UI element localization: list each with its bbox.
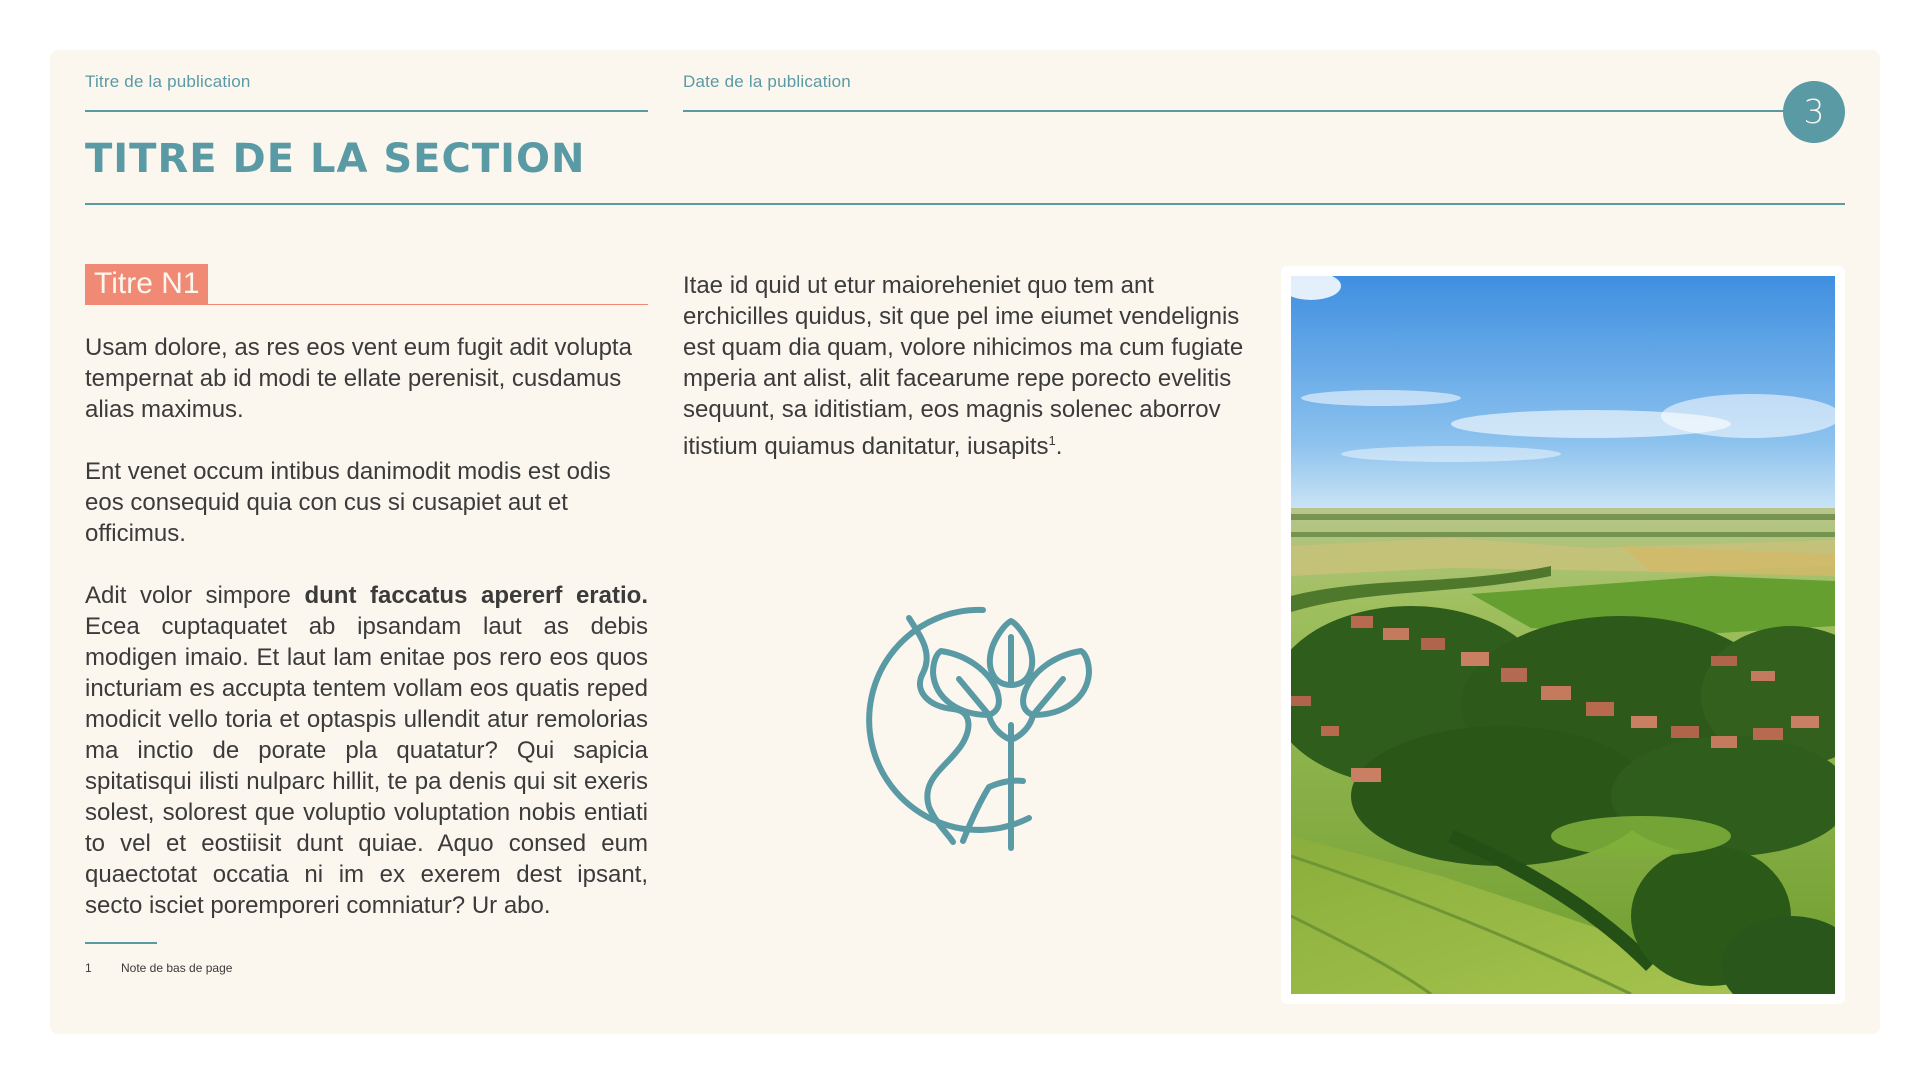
plant-branch-left [989, 715, 1011, 740]
page-number-badge: 3 [1783, 81, 1845, 143]
footnote-rule [85, 942, 157, 944]
left-paragraph-2: Ent venet occum intibus danimodit modis est odis eos consequid quia con cus si cusapiet aut et officimus. [85, 458, 611, 547]
footnote [85, 961, 232, 975]
photo-frame [1281, 266, 1845, 1004]
middle-paragraph-body: Itae id quid ut etur maioreheniet quo tem ant erchicilles quidus, sit que pel ime eiumet vendelignis est quam dia quam, volore nihicimos ma cum fugiate mperia ant alist, alit facearume repe porecto evelitis sequunt, sa iditistiam, eos magnis solenec aborrov itistium quiamus danitatur, iusapits [683, 272, 1244, 460]
left-column-text [85, 332, 648, 952]
left-paragraph-3-start: Adit volor simpore [85, 582, 305, 609]
left-paragraph-3-bold: dunt faccatus apererf eratio. [304, 582, 648, 609]
footnote-number: 1 [85, 961, 92, 975]
middle-paragraph-end: . [1055, 433, 1063, 460]
heading-n1 [85, 264, 648, 306]
section-title: TITRE DE LA SECTION [85, 136, 586, 182]
publication-date: Date de la publication [683, 72, 851, 91]
left-paragraph-1: Usam dolore, as res eos vent eum fugit adit volupta tempernat ab id modi te ellate perenisit, cusdamus alias maximus. [85, 334, 632, 423]
footnote-reference: 1 [1048, 433, 1056, 448]
middle-paragraph [683, 270, 1246, 462]
publication-title: Titre de la publication [85, 72, 251, 91]
heading-n1-rule [85, 304, 648, 306]
section-title-rule [85, 203, 1845, 205]
footnote-text: Note de bas de page [121, 961, 233, 975]
countryside-village-photo [1291, 276, 1835, 994]
heading-n1-label: Titre N1 [85, 264, 208, 304]
document-page [50, 50, 1880, 1034]
globe-outline [869, 610, 1029, 830]
plant-branch-right [1011, 715, 1033, 740]
middle-column-text [683, 270, 1246, 493]
left-paragraph-3 [85, 580, 648, 921]
left-paragraph-3-end: Ecea cuptaquatet ab ipsandam laut as debis modigen imaio. Et laut lam enitae pos rero eos quos incturiam es accupta tentem vollam eos quatis reped modicit vello toria et optaspis ullendit atur remolorias ma inctio de porate pla quatatur? Qui sapicia spitatisqui ilisti nulparc hillit, te pa denis qui sit exeris solest, solorest que voluptio voluptation nobis entiati to vel et eostiisit dunt quiae. Aquo consed eum quaectotat occatia ni im ex exerem dest ipsant, secto isciet poremporeri comniatur? Ur abo. [85, 613, 648, 919]
publication-date-rule [683, 110, 1793, 112]
publication-title-rule [85, 110, 648, 112]
globe-leaf-icon [793, 575, 1143, 875]
